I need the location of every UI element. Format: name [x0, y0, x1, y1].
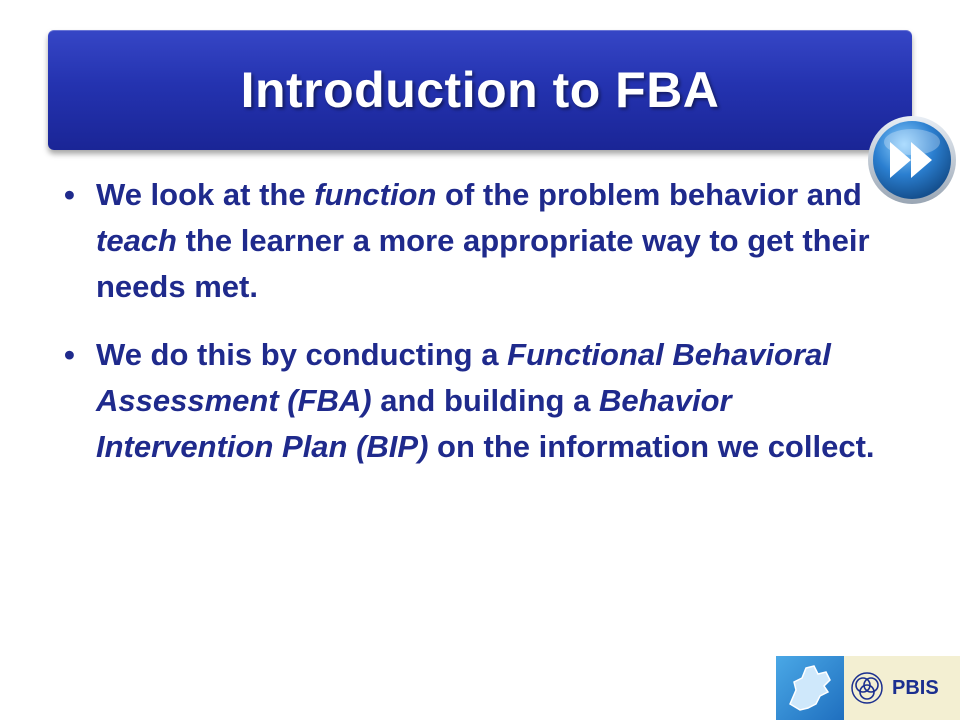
bullet-text: We do this by conducting a: [96, 337, 508, 372]
bullet-text: of the problem behavior and: [436, 177, 862, 212]
bullet-text: and building a: [371, 383, 599, 418]
bullet-marker: •: [64, 337, 75, 372]
emphasized-text: teach: [96, 223, 177, 258]
title-banner: [48, 30, 912, 150]
interlocking-rings-icon: [850, 671, 884, 705]
bullet-text: on the information we collect.: [428, 429, 875, 464]
bullet-text: the learner a more appropriate way to get their needs met.: [96, 223, 870, 304]
emphasized-text: Functional Behavioral Assessment (FBA): [96, 337, 831, 418]
bullet-text: We look at the: [96, 177, 315, 212]
pbis-logo: [844, 656, 960, 720]
slide-title: Introduction to FBA: [240, 62, 720, 118]
footer-logo: [776, 656, 960, 720]
bullet-item: [58, 172, 908, 310]
bullet-marker: •: [64, 177, 75, 212]
pbis-label: PBIS: [892, 676, 939, 699]
bullet-list: [58, 172, 908, 492]
bullet-item: [58, 332, 908, 470]
emphasized-text: function: [314, 177, 437, 212]
emphasized-text: Behavior Intervention Plan (BIP): [96, 383, 732, 464]
northeast-map-icon: [776, 656, 844, 720]
